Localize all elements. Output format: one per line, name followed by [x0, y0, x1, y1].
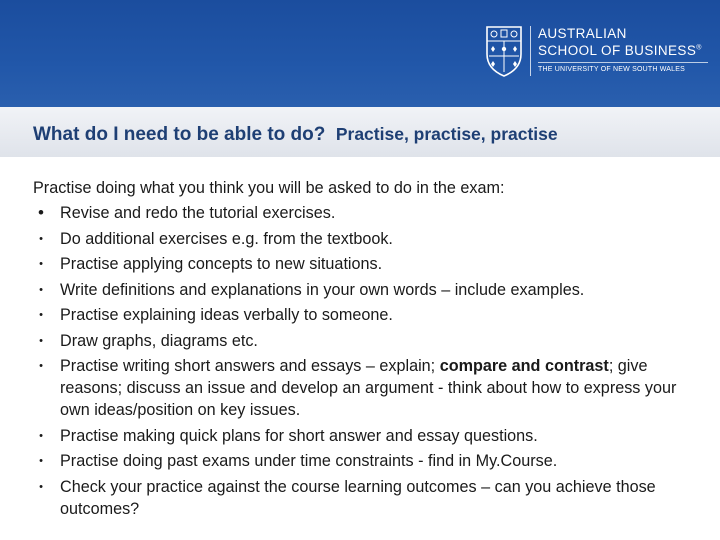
bullet-item	[33, 355, 693, 421]
bullet-icon: •	[39, 334, 43, 347]
bullet-item	[33, 425, 693, 447]
bullet-icon: •	[39, 480, 43, 493]
logo-rule	[538, 62, 708, 63]
bullet-icon: •	[39, 429, 43, 442]
bullet-text: Practise explaining ideas verbally to someone.	[60, 306, 393, 324]
bullet-icon: •	[38, 203, 44, 222]
title-main: What do I need to be able to do?	[33, 124, 326, 145]
logo-line-university: THE UNIVERSITY OF NEW SOUTH WALES	[538, 66, 686, 73]
bullet-text: Do additional exercises e.g. from the textbook.	[60, 229, 393, 248]
school-logo	[484, 24, 714, 84]
logo-line-australian: AUSTRALIAN	[538, 26, 627, 41]
bullet-text: Practise applying concepts to new situations.	[60, 255, 383, 273]
bullet-item	[33, 330, 693, 352]
bullet-item	[33, 279, 693, 301]
logo-divider	[530, 26, 531, 76]
bullet-item	[33, 450, 693, 472]
bullet-text: Write definitions and explanations in your own words – include examples.	[60, 280, 585, 299]
bullet-text: Revise and redo the tutorial exercises.	[60, 204, 336, 222]
emphasis-compare-contrast: compare and contrast	[439, 357, 609, 375]
bullet-icon: •	[39, 283, 43, 296]
bullet-item	[33, 253, 693, 275]
bullet-text: Draw graphs, diagrams etc.	[60, 331, 258, 350]
bullet-icon: •	[39, 258, 43, 270]
header-band	[0, 0, 720, 107]
bullet-icon: •	[39, 232, 43, 245]
logo-line-school: SCHOOL OF BUSINESS®	[538, 43, 702, 58]
bullet-item	[33, 202, 693, 224]
bullet-item	[33, 304, 693, 326]
bullet-text: Practise making quick plans for short answer and essay questions.	[60, 426, 538, 445]
bullet-item	[33, 476, 693, 520]
bullet-text: Practise writing short answers and essays – explain; compare and contrast; give reasons; discuss an issue and develop an argument - think about how to express your own ideas/position on key issues.	[60, 357, 677, 419]
bullet-text: Practise doing past exams under time constraints - find in My.Course.	[60, 452, 558, 470]
title-subtitle: Practise, practise, practise	[335, 124, 558, 144]
bullet-item	[33, 228, 693, 250]
slide-body	[33, 177, 693, 523]
intro-text: Practise doing what you think you will be asked to do in the exam:	[33, 179, 505, 197]
bullet-list	[33, 202, 693, 520]
bullet-icon: •	[39, 455, 43, 467]
bullet-icon: •	[39, 309, 43, 321]
bullet-icon: •	[39, 360, 43, 372]
slide-title	[33, 124, 558, 146]
bullet-text: Check your practice against the course learning outcomes – can you achieve those outcomes?	[60, 477, 656, 518]
university-crest-icon	[484, 24, 524, 78]
